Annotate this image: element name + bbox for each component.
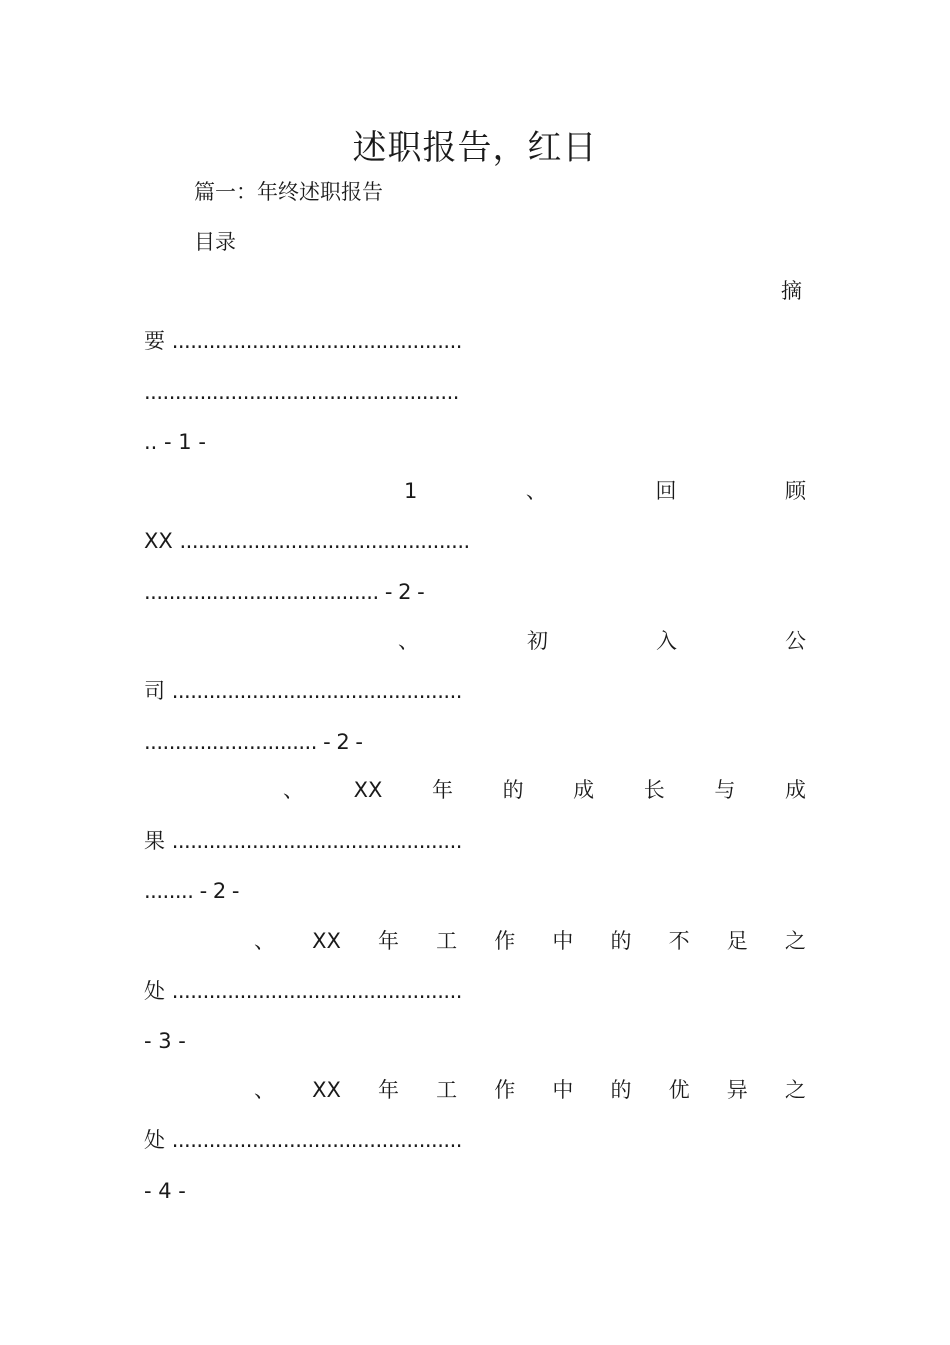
toc-entry5-word: 、 [254,1078,275,1102]
toc-abstract-char1: 摘 [781,279,802,303]
toc-entry2-dots1: ............................................... [171,679,462,703]
toc-entry1-word: 顾 [784,479,806,503]
toc-entry4-word: 、 [254,929,275,953]
toc-entry5-words [254,1076,806,1104]
toc-entry4-word: 作 [494,929,516,953]
toc-entry3-tail: 果 [144,829,165,853]
toc-entry5-word: 中 [552,1078,574,1102]
toc-entry4-word: 工 [436,929,458,953]
toc-entry3-word: 、 [283,778,304,802]
toc-entry1-dots1: ............................................... [179,529,470,553]
toc-entry2-tail: 司 [144,679,165,703]
toc-entry5-dots1: ............................................... [171,1128,462,1152]
toc-entry2-word: 入 [656,629,677,653]
toc-entry5-word: 作 [494,1078,516,1102]
toc-entry4-word: 的 [610,929,632,953]
toc-entry1-word: 、 [525,479,547,503]
toc-entry4-word: 中 [552,929,574,953]
toc-entry5-page: - 4 - [144,1179,186,1203]
toc-heading: 目录 [194,230,236,254]
toc-abstract-char2: 要 [144,329,165,353]
toc-entry3-word: 与 [714,778,736,802]
toc-entry1-word: 回 [655,479,677,503]
toc-entry5-line [144,1126,462,1154]
subtitle: 篇一：年终述职报告 [194,180,383,204]
toc-entry4-words [254,927,806,955]
toc-entry1-words [404,477,806,505]
toc-entry3-words [283,776,806,804]
toc-entry3-word: 的 [502,778,524,802]
toc-entry5-tail: 处 [144,1128,165,1152]
toc-entry5-word: 工 [436,1078,458,1102]
toc-entry4-word: 足 [726,929,748,953]
toc-abstract-dots1: ............................................... [171,329,462,353]
toc-entry3-word: 成 [573,778,595,802]
toc-entry4-word: 年 [378,929,400,953]
toc-entry5-word: 异 [726,1078,748,1102]
toc-entry3-word: 成 [784,778,806,802]
toc-entry5-word: XX [312,1078,341,1102]
document-title: 述职报告，红日 [352,128,598,168]
toc-entry4-dots1: ............................................... [171,979,462,1003]
toc-entry4-page: - 3 - [144,1029,186,1053]
toc-entry1-line [144,527,470,555]
toc-entry3-dots1: ............................................... [171,829,462,853]
toc-entry3-word: 年 [431,778,453,802]
toc-entry2-words [398,627,806,655]
toc-entry4-line [144,977,462,1005]
toc-entry5-word: 优 [668,1078,690,1102]
toc-entry2-word: 、 [398,629,419,653]
toc-entry2-dots2: ............................ - 2 - [144,730,363,754]
toc-entry2-word: 初 [527,629,548,653]
toc-entry3-word: 长 [643,778,665,802]
toc-entry1-dots2: ...................................... - 2 - [144,580,425,604]
toc-abstract-dots2: ................................................... [144,380,459,404]
toc-entry5-word: 之 [784,1078,806,1102]
toc-entry4-word: 之 [784,929,806,953]
toc-entry3-dots2: ........ - 2 - [144,879,239,903]
toc-entry5-word: 年 [378,1078,400,1102]
toc-entry4-word: 不 [668,929,690,953]
toc-entry1-tail: XX [144,529,173,553]
toc-entry3-word: XX [353,778,383,802]
toc-abstract-line [144,327,462,355]
toc-entry4-tail: 处 [144,979,165,1003]
toc-entry4-word: XX [312,929,341,953]
toc-entry1-word: 1 [404,479,418,503]
toc-abstract-page: .. - 1 - [144,430,206,454]
toc-entry3-line [144,827,462,855]
toc-entry5-word: 的 [610,1078,632,1102]
toc-entry2-word: 公 [785,629,806,653]
toc-entry2-line [144,677,462,705]
